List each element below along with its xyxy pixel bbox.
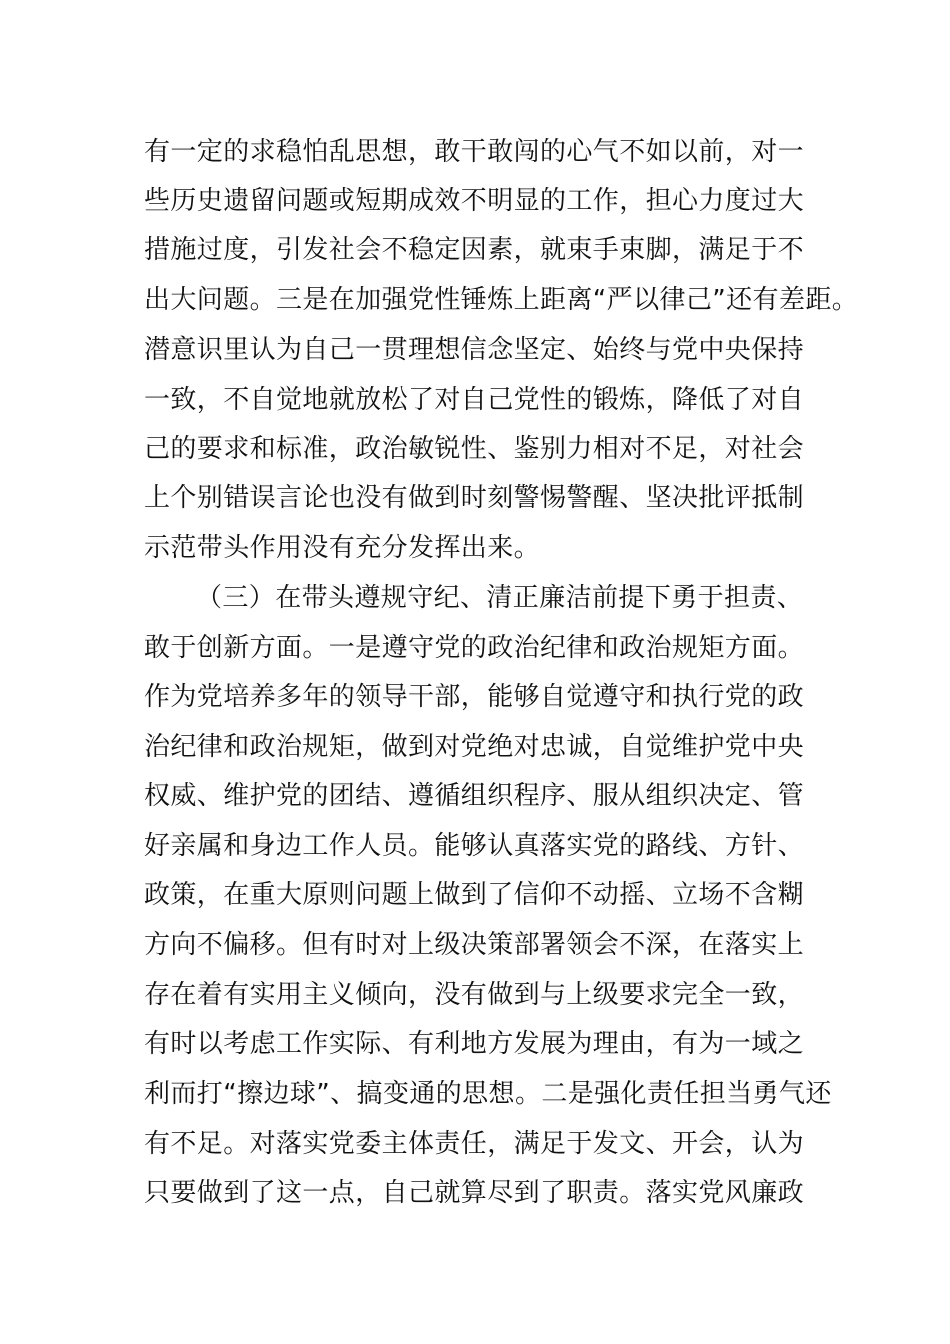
text-line: 只要做到了这一点，自己就算尽到了职责。落实党风廉政 bbox=[144, 1178, 805, 1208]
text-line: 好亲属和身边工作人员。能够认真落实党的路线、方针、 bbox=[144, 831, 805, 861]
text-line: 利而打“擦边球”、搞变通的思想。二是强化责任担当勇气还 bbox=[144, 1079, 832, 1109]
text-line: 存在着有实用主义倾向，没有做到与上级要求完全一致， bbox=[144, 980, 805, 1010]
text-line: 有一定的求稳怕乱思想，敢干敢闯的心气不如以前，对一 bbox=[144, 137, 805, 167]
text-line: 示范带头作用没有充分发挥出来。 bbox=[144, 533, 541, 563]
text-line: 方向不偏移。但有时对上级决策部署领会不深，在落实上 bbox=[144, 930, 805, 960]
text-line: 治纪律和政治规矩，做到对党绝对忠诚，自觉维护党中央 bbox=[144, 732, 805, 762]
text-line: 敢于创新方面。一是遵守党的政治纪律和政治规矩方面。 bbox=[144, 633, 805, 663]
text-line: 潜意识里认为自己一贯理想信念坚定、始终与党中央保持 bbox=[144, 335, 805, 365]
text-line: 些历史遗留问题或短期成效不明显的工作，担心力度过大 bbox=[144, 186, 805, 216]
text-line: 作为党培养多年的领导干部，能够自觉遵守和执行党的政 bbox=[144, 682, 805, 712]
text-line: 有时以考虑工作实际、有利地方发展为理由，有为一域之 bbox=[144, 1029, 805, 1059]
text-line: 有不足。对落实党委主体责任，满足于发文、开会，认为 bbox=[144, 1129, 805, 1159]
text-line: 上个别错误言论也没有做到时刻警惕警醒、坚决批评抵制 bbox=[144, 483, 805, 513]
text-line: 己的要求和标准，政治敏锐性、鉴别力相对不足，对社会 bbox=[144, 434, 805, 464]
section-heading-line: （三）在带头遵规守纪、清正廉洁前提下勇于担责、 bbox=[196, 583, 804, 613]
text-line: 出大问题。三是在加强党性锤炼上距离“严以律己”还有差距。 bbox=[144, 285, 859, 315]
text-line: 措施过度，引发社会不稳定因素，就束手束脚，满足于不 bbox=[144, 235, 805, 265]
text-line: 一致，不自觉地就放松了对自己党性的锻炼，降低了对自 bbox=[144, 385, 805, 415]
text-line: 权威、维护党的团结、遵循组织程序、服从组织决定、管 bbox=[144, 781, 805, 811]
text-line: 政策，在重大原则问题上做到了信仰不动摇、立场不含糊 bbox=[144, 880, 805, 910]
